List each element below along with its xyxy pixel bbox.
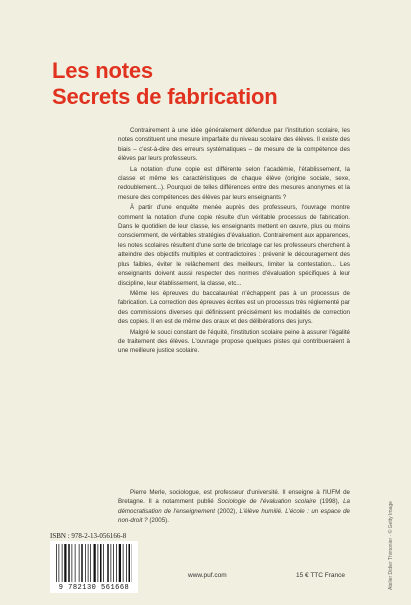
barcode-bar bbox=[68, 544, 70, 582]
bio-intro: Pierre Merle, sociologue, est professeur d'université. Il enseigne à l'IUFM de Bretagne. Il a notamment publié bbox=[118, 489, 350, 506]
barcode-bar bbox=[123, 544, 124, 582]
barcode-bar bbox=[116, 544, 117, 582]
image-credit: Atelier Didier Thimonier · © Getty Image bbox=[388, 501, 394, 590]
barcode-bar bbox=[119, 544, 121, 582]
barcode-bar bbox=[103, 544, 104, 582]
barcode-bar bbox=[100, 544, 102, 582]
barcode-bar bbox=[113, 544, 114, 582]
blurb-paragraph: Même les épreuves du baccalauréat n'échappent pas à un processus de fabrication. La correction des épreuves écrites est un processus très réglementé par des commissions diverses qui définissent précisément les modalités de correction des copies. Il en est de même des oraux et des délibérations des jurys. bbox=[118, 289, 350, 326]
title-line-2: Secrets de fabrication bbox=[52, 84, 278, 109]
blurb-paragraph: La notation d'une copie est différente selon l'académie, l'établissement, la classe et même les caractéristiques de chaque élève (origine sociale, sexe, redoublement...). Pourquoi de telles différences entre des mesures anonymes et la mesure des compétences des élèves par leurs enseignants ? bbox=[118, 165, 350, 201]
bio-mid-1: (1998), bbox=[316, 498, 344, 506]
barcode-bar bbox=[107, 544, 109, 582]
barcode-bar bbox=[81, 544, 83, 582]
barcode bbox=[50, 541, 138, 593]
barcode-bar bbox=[79, 544, 80, 582]
barcode-bar bbox=[72, 544, 73, 582]
title-line-1: Les notes bbox=[52, 58, 153, 83]
barcode-number: 9 782130 561668 bbox=[58, 584, 130, 592]
book-title bbox=[52, 58, 277, 110]
barcode-bar bbox=[62, 544, 63, 582]
barcode-bar bbox=[59, 544, 60, 582]
barcode-bar bbox=[126, 544, 127, 582]
barcode-bar bbox=[75, 544, 76, 582]
barcode-bar bbox=[56, 544, 57, 582]
barcode-bar bbox=[94, 544, 96, 582]
bio-mid-2: (2002), bbox=[214, 507, 240, 515]
bio-book-3: L'élève humilié. L'école : un espace de non-droit ? bbox=[118, 507, 350, 525]
barcode-bar bbox=[98, 544, 99, 582]
barcode-bar bbox=[85, 544, 86, 582]
bio-end: (2005). bbox=[147, 517, 169, 525]
author-bio bbox=[118, 488, 350, 526]
bio-book-2: La démocratisation de l'enseignement bbox=[118, 498, 350, 515]
price: 15 € TTC France bbox=[296, 572, 346, 579]
publisher-url: www.puf.com bbox=[188, 572, 227, 579]
barcode-bar bbox=[88, 544, 89, 582]
blurb-paragraph: Malgré le souci constant de l'équité, l'institution scolaire peine à assurer l'égalité de traitement des élèves. L'ouvrage propose quelques pistes qui contribueraient à une meilleure justice scolaire. bbox=[118, 328, 350, 355]
barcode-bars bbox=[56, 544, 132, 584]
barcode-bar bbox=[129, 544, 131, 582]
barcode-bar bbox=[90, 544, 91, 582]
barcode-bar bbox=[64, 544, 66, 582]
blurb-text bbox=[118, 126, 350, 356]
isbn-label: ISBN : 978-2-13-056166-8 bbox=[50, 532, 127, 540]
blurb-paragraph: Contrairement à une idée généralement défendue par l'institution scolaire, les notes constituent une mesure imparfaite du niveau scolaire des élèves. Il existe des biais – c'est-à-dire des erreurs systématiques – de mesure de la compétence des élèves par leurs professeurs. bbox=[118, 127, 350, 163]
barcode-bar bbox=[111, 544, 112, 582]
blurb-paragraph: À partir d'une enquête menée auprès des professeurs, l'ouvrage montre comment la notation d'une copie résulte d'un véritable processus de fabrication. Dans le quotidien de leur classe, les enseignants mettent en œuvre, plus ou moins consciemment, de véritables stratégies d'évaluation. Contrairement aux apparences, les notes scolaires résultent d'une sorte de bricolage car les professeurs cherchent à atteindre des objectifs multiples et contradictoires : prévenir le découragement des plus faibles, éviter le relâchement des meilleurs, limiter la contestation... Les enseignants doivent aussi respecter des normes d'évaluation spécifiques à leur discipline, leur établissement, la classe, etc... bbox=[118, 204, 350, 287]
bio-book-1: Sociologie de l'évaluation scolaire bbox=[217, 498, 317, 506]
